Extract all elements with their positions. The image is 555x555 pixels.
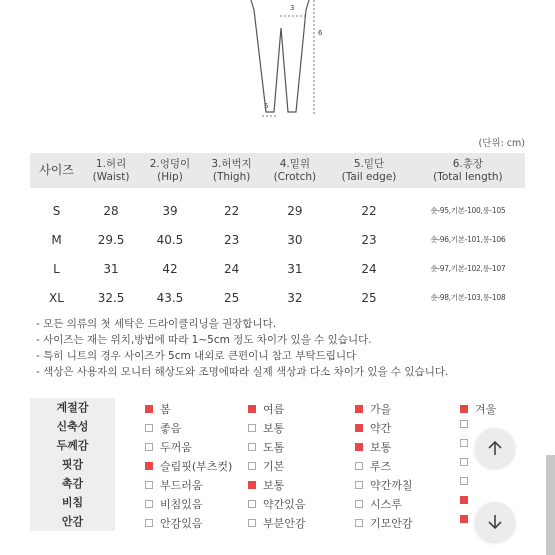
attribute-option[interactable] — [248, 420, 284, 436]
hip-cell: 39 — [162, 203, 178, 218]
attribute-option[interactable] — [145, 420, 181, 436]
attribute-option[interactable] — [355, 439, 391, 455]
attribute-option[interactable] — [355, 496, 402, 512]
attribute-row — [30, 398, 525, 417]
crotch-cell: 32 — [287, 290, 303, 305]
diagram-label-5: 5 — [264, 102, 269, 110]
option-label: 좋음 — [160, 422, 182, 435]
attribute-label: 두께감 — [30, 436, 115, 455]
attribute-option[interactable] — [355, 420, 391, 436]
option-label: 도톰 — [263, 441, 285, 454]
checked-checkbox[interactable] — [460, 496, 468, 504]
header-en: (Thigh) — [212, 170, 251, 183]
attribute-row — [30, 493, 525, 512]
unchecked-checkbox[interactable] — [248, 519, 256, 527]
size-cell: L — [53, 261, 60, 276]
attribute-option[interactable] — [145, 439, 192, 455]
attribute-option[interactable] — [145, 496, 203, 512]
hip-header — [139, 153, 201, 188]
option-label: 두꺼움 — [160, 441, 192, 454]
crotch-cell: 31 — [287, 261, 303, 276]
note-item: - 모든 의류의 첫 세탁은 드라이클리닝을 권장합니다. — [36, 318, 277, 330]
attribute-option[interactable] — [145, 515, 203, 531]
unchecked-checkbox[interactable] — [355, 519, 363, 527]
table-row — [30, 188, 525, 225]
scroll-down-button[interactable] — [475, 502, 515, 542]
option-label: 보통 — [370, 441, 392, 454]
waist-cell: 28 — [103, 203, 119, 218]
unchecked-checkbox[interactable] — [145, 424, 153, 432]
checked-checkbox[interactable] — [248, 405, 256, 413]
thigh-header — [201, 153, 263, 188]
header-en: (Total length) — [433, 170, 503, 183]
total-length-header — [411, 153, 525, 188]
header-en: (Hip) — [157, 170, 183, 183]
note-item: - 색상은 사용자의 모니터 해상도와 조명에따라 실제 색상과 다소 차이가 있을 수 있습니다. — [36, 366, 449, 378]
waist-header — [83, 153, 139, 188]
crotch-header — [262, 153, 327, 188]
unchecked-checkbox[interactable] — [460, 458, 468, 466]
tail-edge-cell: 24 — [361, 261, 377, 276]
thigh-cell: 25 — [223, 290, 240, 305]
attribute-option[interactable] — [248, 401, 284, 417]
option-label: 약간 — [370, 422, 392, 435]
option-label: 약간까칠 — [370, 479, 413, 492]
size-cell: XL — [49, 290, 64, 305]
option-label: 약간있음 — [263, 498, 306, 511]
note-item: - 사이즈는 재는 위치,방법에 따라 1~5cm 정도 차이가 있을 수 있습니다. — [36, 334, 372, 346]
option-label: 부드러움 — [160, 479, 203, 492]
unchecked-checkbox[interactable] — [460, 420, 468, 428]
total-length-cell: 숏-97,기본-102,롱-107 — [430, 264, 506, 273]
attribute-option[interactable] — [460, 458, 475, 466]
checked-checkbox[interactable] — [248, 481, 256, 489]
checked-checkbox[interactable] — [355, 424, 363, 432]
header-en: (Tail edge) — [341, 170, 397, 183]
size-header — [30, 153, 83, 188]
header-ko: 5.밑단 — [353, 157, 385, 170]
table-row — [30, 225, 525, 254]
attribute-option[interactable] — [355, 477, 413, 493]
unchecked-checkbox[interactable] — [145, 500, 153, 508]
header-ko: 4.밑위 — [279, 157, 311, 170]
attribute-row — [30, 512, 525, 531]
checked-checkbox[interactable] — [355, 443, 363, 451]
option-label: 슬림핏(부츠컷) — [160, 460, 233, 473]
hip-cell: 40.5 — [156, 232, 184, 247]
attribute-option[interactable] — [460, 439, 475, 447]
attribute-option[interactable] — [248, 477, 284, 493]
size-table-header — [30, 153, 525, 188]
tail-edge-header — [327, 153, 410, 188]
option-label: 보통 — [263, 479, 285, 492]
attribute-label: 계절감 — [30, 398, 115, 417]
tail-edge-cell: 22 — [361, 203, 377, 218]
attribute-option[interactable] — [248, 439, 284, 455]
unchecked-checkbox[interactable] — [355, 462, 363, 470]
attribute-option[interactable] — [145, 477, 203, 493]
unit-label: (단위: cm) — [478, 138, 525, 149]
checked-checkbox[interactable] — [145, 405, 153, 413]
attribute-option[interactable] — [248, 496, 306, 512]
checked-checkbox[interactable] — [460, 515, 468, 523]
waist-cell: 29.5 — [97, 232, 125, 247]
unchecked-checkbox[interactable] — [145, 481, 153, 489]
scrollbar[interactable] — [546, 455, 555, 555]
size-table — [30, 153, 525, 312]
diagram-label-3: 3 — [290, 4, 295, 12]
option-label: 여름 — [263, 403, 285, 416]
total-length-cell: 숏-96,기본-101,롱-106 — [430, 235, 506, 244]
thigh-cell: 24 — [223, 261, 240, 276]
table-row — [30, 283, 525, 312]
header-ko: 2.엉덩이 — [149, 157, 191, 170]
crotch-cell: 30 — [287, 232, 303, 247]
option-label: 겨울 — [475, 403, 497, 416]
total-length-cell: 숏-95,기본-100,롱-105 — [430, 206, 506, 215]
thigh-cell: 22 — [223, 203, 240, 218]
attribute-label: 안감 — [30, 512, 115, 531]
attribute-option[interactable] — [460, 477, 475, 485]
attribute-row — [30, 436, 525, 455]
attribute-option[interactable] — [460, 420, 475, 428]
attribute-option[interactable] — [460, 496, 475, 504]
checked-checkbox[interactable] — [460, 405, 468, 413]
hip-cell: 43.5 — [156, 290, 184, 305]
header-ko: 3.허벅지 — [211, 157, 252, 170]
size-cell: M — [51, 232, 62, 247]
crotch-cell: 29 — [287, 203, 303, 218]
attribute-option[interactable] — [460, 401, 496, 417]
tail-edge-cell: 25 — [361, 290, 377, 305]
unchecked-checkbox[interactable] — [248, 462, 256, 470]
waist-cell: 31 — [103, 261, 119, 276]
thigh-cell: 23 — [223, 232, 240, 247]
tail-edge-cell: 23 — [361, 232, 377, 247]
option-label: 봄 — [160, 403, 171, 416]
checked-checkbox[interactable] — [355, 405, 363, 413]
unchecked-checkbox[interactable] — [145, 443, 153, 451]
attribute-label: 촉감 — [30, 474, 115, 493]
option-label: 가을 — [370, 403, 392, 416]
waist-cell: 32.5 — [97, 290, 125, 305]
header-ko: 6.총장 — [452, 157, 484, 170]
diagram-label-6: 6 — [318, 29, 323, 37]
attribute-option[interactable] — [145, 401, 171, 417]
unchecked-checkbox[interactable] — [248, 443, 256, 451]
arrow-up-icon — [486, 439, 504, 457]
option-label: 루즈 — [370, 460, 392, 473]
attribute-row — [30, 474, 525, 493]
unchecked-checkbox[interactable] — [248, 424, 256, 432]
option-label: 기본 — [263, 460, 285, 473]
attribute-option[interactable] — [460, 515, 475, 523]
unchecked-checkbox[interactable] — [248, 500, 256, 508]
attribute-option[interactable] — [248, 515, 306, 531]
option-label: 시스루 — [370, 498, 402, 511]
unchecked-checkbox[interactable] — [460, 439, 468, 447]
attribute-option[interactable] — [355, 458, 391, 474]
option-label: 부분안감 — [263, 517, 306, 530]
care-notes — [36, 316, 448, 380]
unchecked-checkbox[interactable] — [355, 500, 363, 508]
option-label: 보통 — [263, 422, 285, 435]
unchecked-checkbox[interactable] — [355, 481, 363, 489]
attribute-option[interactable] — [355, 401, 391, 417]
unchecked-checkbox[interactable] — [145, 519, 153, 527]
table-row — [30, 254, 525, 283]
attribute-label: 핏감 — [30, 455, 115, 474]
hip-cell: 42 — [162, 261, 178, 276]
attribute-label: 신축성 — [30, 417, 115, 436]
header-ko: 1.허리 — [95, 157, 127, 170]
attribute-label: 비침 — [30, 493, 115, 512]
attribute-row — [30, 455, 525, 474]
total-length-cell: 숏-98,기본-103,롱-108 — [430, 293, 506, 302]
unchecked-checkbox[interactable] — [460, 477, 468, 485]
option-label: 기모안감 — [370, 517, 413, 530]
header-en: (Waist) — [92, 170, 130, 183]
attribute-option[interactable] — [248, 458, 284, 474]
attribute-option[interactable] — [355, 515, 413, 531]
option-label: 안감있음 — [160, 517, 203, 530]
header-ko: 사이즈 — [39, 163, 74, 177]
size-cell: S — [52, 203, 61, 218]
fabric-attributes-table — [30, 398, 525, 531]
pants-measurement-diagram — [0, 0, 555, 125]
scroll-up-button[interactable] — [475, 428, 515, 468]
attribute-option[interactable] — [145, 458, 232, 474]
note-item: - 특히 니트의 경우 사이즈가 5cm 내외로 큰편이니 참고 부탁드립니다 — [36, 350, 357, 362]
header-en: (Crotch) — [273, 170, 317, 183]
option-label: 비침있음 — [160, 498, 203, 511]
arrow-down-icon — [486, 513, 504, 531]
attribute-row — [30, 417, 525, 436]
checked-checkbox[interactable] — [145, 462, 153, 470]
